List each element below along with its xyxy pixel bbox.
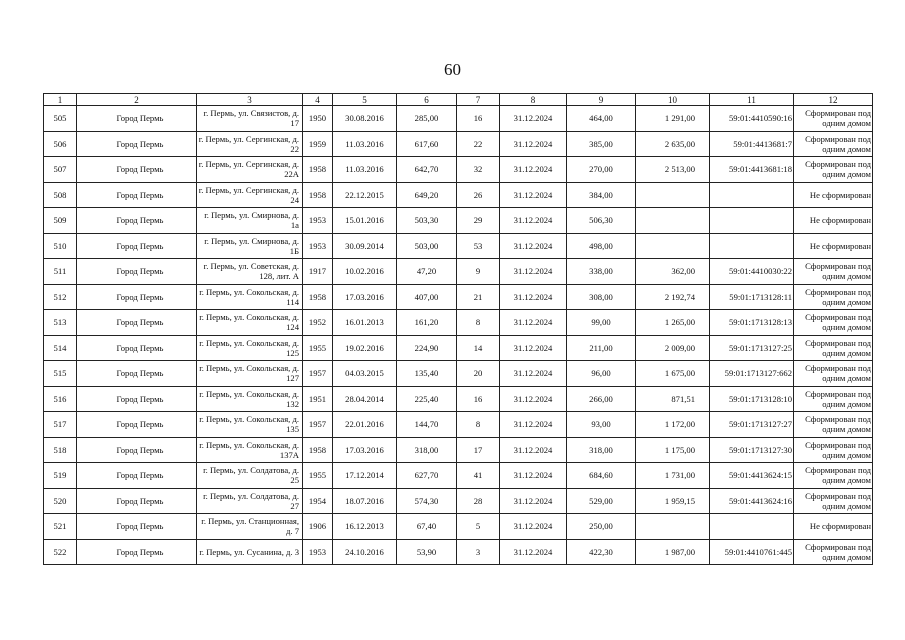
residents-cell: 29	[457, 208, 500, 234]
status-cell: Не сформирован	[794, 233, 873, 259]
build-year-cell: 1959	[303, 131, 333, 157]
cadastral-number-cell: 59:01:1713127:27	[710, 412, 794, 438]
date-cell: 30.09.2014	[333, 233, 397, 259]
municipality-cell: Город Пермь	[77, 310, 197, 336]
address-cell: г. Пермь, ул. Сокольская, д. 125	[197, 335, 303, 361]
municipality-cell: Город Пермь	[77, 488, 197, 514]
cost-cell: 1 172,00	[636, 412, 710, 438]
housing-table	[43, 93, 873, 565]
column-header-5: 5	[333, 94, 397, 106]
build-year-cell: 1955	[303, 463, 333, 489]
column-header-6: 6	[397, 94, 457, 106]
area-cell: 649,20	[397, 182, 457, 208]
municipality-cell: Город Пермь	[77, 361, 197, 387]
build-year-cell: 1917	[303, 259, 333, 285]
page-number: 60	[444, 60, 461, 79]
row-number-cell: 508	[44, 182, 77, 208]
municipality-cell: Город Пермь	[77, 335, 197, 361]
cadastral-number-cell: 59:01:4413681:18	[710, 157, 794, 183]
municipality-cell: Город Пермь	[77, 412, 197, 438]
residents-cell: 21	[457, 284, 500, 310]
area-cell: 642,70	[397, 157, 457, 183]
cost-cell: 2 635,00	[636, 131, 710, 157]
area-2-cell: 422,30	[567, 539, 636, 565]
deadline-cell: 31.12.2024	[500, 182, 567, 208]
cost-cell: 2 192,74	[636, 284, 710, 310]
deadline-cell: 31.12.2024	[500, 386, 567, 412]
status-cell: Сформирован под одним домом	[794, 488, 873, 514]
residents-cell: 14	[457, 335, 500, 361]
build-year-cell: 1958	[303, 182, 333, 208]
address-cell: г. Пермь, ул. Сергинская, д. 22	[197, 131, 303, 157]
row-number-cell: 510	[44, 233, 77, 259]
area-cell: 503,30	[397, 208, 457, 234]
cadastral-number-cell: 59:01:4413681:7	[710, 131, 794, 157]
address-cell: г. Пермь, ул. Солдатова, д. 25	[197, 463, 303, 489]
cost-cell: 1 731,00	[636, 463, 710, 489]
deadline-cell: 31.12.2024	[500, 131, 567, 157]
cadastral-number-cell: 59:01:1713128:11	[710, 284, 794, 310]
area-cell: 503,00	[397, 233, 457, 259]
table-row	[44, 361, 873, 387]
area-cell: 285,00	[397, 106, 457, 132]
table-row	[44, 463, 873, 489]
municipality-cell: Город Пермь	[77, 463, 197, 489]
date-cell: 15.01.2016	[333, 208, 397, 234]
municipality-cell: Город Пермь	[77, 284, 197, 310]
area-2-cell: 506,30	[567, 208, 636, 234]
residents-cell: 8	[457, 310, 500, 336]
column-header-9: 9	[567, 94, 636, 106]
cost-cell	[636, 233, 710, 259]
area-2-cell: 498,00	[567, 233, 636, 259]
build-year-cell: 1957	[303, 412, 333, 438]
cost-cell: 362,00	[636, 259, 710, 285]
build-year-cell: 1953	[303, 539, 333, 565]
area-2-cell: 464,00	[567, 106, 636, 132]
cadastral-number-cell: 59:01:1713127:662	[710, 361, 794, 387]
address-cell: г. Пермь, ул. Сокольская, д. 137А	[197, 437, 303, 463]
municipality-cell: Город Пермь	[77, 208, 197, 234]
area-2-cell: 529,00	[567, 488, 636, 514]
area-2-cell: 338,00	[567, 259, 636, 285]
column-header-10: 10	[636, 94, 710, 106]
date-cell: 24.10.2016	[333, 539, 397, 565]
cost-cell	[636, 182, 710, 208]
cost-cell: 1 175,00	[636, 437, 710, 463]
address-cell: г. Пермь, ул. Станционная, д. 7	[197, 514, 303, 540]
date-cell: 30.08.2016	[333, 106, 397, 132]
residents-cell: 20	[457, 361, 500, 387]
area-2-cell: 684,60	[567, 463, 636, 489]
cadastral-number-cell: 59:01:4413624:15	[710, 463, 794, 489]
date-cell: 17.12.2014	[333, 463, 397, 489]
date-cell: 19.02.2016	[333, 335, 397, 361]
date-cell: 16.01.2013	[333, 310, 397, 336]
status-cell: Сформирован под одним домом	[794, 157, 873, 183]
residents-cell: 22	[457, 131, 500, 157]
cadastral-number-cell: 59:01:4410590:16	[710, 106, 794, 132]
row-number-cell: 512	[44, 284, 77, 310]
area-2-cell: 384,00	[567, 182, 636, 208]
status-cell: Сформирован под одним домом	[794, 131, 873, 157]
area-cell: 224,90	[397, 335, 457, 361]
area-2-cell: 211,00	[567, 335, 636, 361]
municipality-cell: Город Пермь	[77, 157, 197, 183]
status-cell: Сформирован под одним домом	[794, 412, 873, 438]
address-cell: г. Пермь, ул. Сокольская, д. 127	[197, 361, 303, 387]
column-header-2: 2	[77, 94, 197, 106]
date-cell: 11.03.2016	[333, 131, 397, 157]
table-row	[44, 437, 873, 463]
area-cell: 135,40	[397, 361, 457, 387]
deadline-cell: 31.12.2024	[500, 208, 567, 234]
residents-cell: 16	[457, 386, 500, 412]
cadastral-number-cell: 59:01:1713128:13	[710, 310, 794, 336]
table-row	[44, 284, 873, 310]
deadline-cell: 31.12.2024	[500, 437, 567, 463]
area-cell: 627,70	[397, 463, 457, 489]
area-cell: 318,00	[397, 437, 457, 463]
build-year-cell: 1957	[303, 361, 333, 387]
residents-cell: 32	[457, 157, 500, 183]
status-cell: Не сформирован	[794, 182, 873, 208]
cost-cell: 1 675,00	[636, 361, 710, 387]
cadastral-number-cell	[710, 514, 794, 540]
municipality-cell: Город Пермь	[77, 106, 197, 132]
row-number-cell: 518	[44, 437, 77, 463]
area-2-cell: 93,00	[567, 412, 636, 438]
address-cell: г. Пермь, ул. Сергинская, д. 24	[197, 182, 303, 208]
cadastral-number-cell: 59:01:4410030:22	[710, 259, 794, 285]
status-cell: Сформирован под одним домом	[794, 463, 873, 489]
date-cell: 17.03.2016	[333, 437, 397, 463]
deadline-cell: 31.12.2024	[500, 106, 567, 132]
residents-cell: 8	[457, 412, 500, 438]
area-2-cell: 318,00	[567, 437, 636, 463]
status-cell: Не сформирован	[794, 514, 873, 540]
build-year-cell: 1952	[303, 310, 333, 336]
area-cell: 67,40	[397, 514, 457, 540]
table-row	[44, 182, 873, 208]
cost-cell: 1 265,00	[636, 310, 710, 336]
municipality-cell: Город Пермь	[77, 259, 197, 285]
cadastral-number-cell: 59:01:1713128:10	[710, 386, 794, 412]
cost-cell: 1 959,15	[636, 488, 710, 514]
cost-cell: 2 513,00	[636, 157, 710, 183]
status-cell: Сформирован под одним домом	[794, 361, 873, 387]
deadline-cell: 31.12.2024	[500, 361, 567, 387]
area-2-cell: 266,00	[567, 386, 636, 412]
row-number-cell: 516	[44, 386, 77, 412]
row-number-cell: 509	[44, 208, 77, 234]
row-number-cell: 522	[44, 539, 77, 565]
cadastral-number-cell: 59:01:4410761:445	[710, 539, 794, 565]
deadline-cell: 31.12.2024	[500, 259, 567, 285]
date-cell: 22.12.2015	[333, 182, 397, 208]
status-cell: Сформирован под одним домом	[794, 284, 873, 310]
row-number-cell: 519	[44, 463, 77, 489]
deadline-cell: 31.12.2024	[500, 463, 567, 489]
build-year-cell: 1951	[303, 386, 333, 412]
row-number-cell: 505	[44, 106, 77, 132]
row-number-cell: 511	[44, 259, 77, 285]
municipality-cell: Город Пермь	[77, 233, 197, 259]
cadastral-number-cell	[710, 208, 794, 234]
address-cell: г. Пермь, ул. Сокольская, д. 124	[197, 310, 303, 336]
row-number-cell: 521	[44, 514, 77, 540]
row-number-cell: 507	[44, 157, 77, 183]
area-cell: 407,00	[397, 284, 457, 310]
area-cell: 161,20	[397, 310, 457, 336]
build-year-cell: 1906	[303, 514, 333, 540]
deadline-cell: 31.12.2024	[500, 514, 567, 540]
address-cell: г. Пермь, ул. Сокольская, д. 132	[197, 386, 303, 412]
cadastral-number-cell: 59:01:4413624:16	[710, 488, 794, 514]
cadastral-number-cell	[710, 182, 794, 208]
address-cell: г. Пермь, ул. Сокольская, д. 114	[197, 284, 303, 310]
deadline-cell: 31.12.2024	[500, 412, 567, 438]
address-cell: г. Пермь, ул. Сусанина, д. 3	[197, 539, 303, 565]
date-cell: 18.07.2016	[333, 488, 397, 514]
municipality-cell: Город Пермь	[77, 437, 197, 463]
deadline-cell: 31.12.2024	[500, 284, 567, 310]
residents-cell: 17	[457, 437, 500, 463]
deadline-cell: 31.12.2024	[500, 310, 567, 336]
area-2-cell: 385,00	[567, 131, 636, 157]
row-number-cell: 520	[44, 488, 77, 514]
address-cell: г. Пермь, ул. Связистов, д. 17	[197, 106, 303, 132]
table-row	[44, 157, 873, 183]
deadline-cell: 31.12.2024	[500, 488, 567, 514]
build-year-cell: 1958	[303, 284, 333, 310]
row-number-cell: 513	[44, 310, 77, 336]
table-row	[44, 310, 873, 336]
cost-cell: 1 291,00	[636, 106, 710, 132]
residents-cell: 41	[457, 463, 500, 489]
residents-cell: 53	[457, 233, 500, 259]
residents-cell: 9	[457, 259, 500, 285]
table-row	[44, 488, 873, 514]
column-header-12: 12	[794, 94, 873, 106]
municipality-cell: Город Пермь	[77, 182, 197, 208]
residents-cell: 5	[457, 514, 500, 540]
date-cell: 04.03.2015	[333, 361, 397, 387]
area-2-cell: 250,00	[567, 514, 636, 540]
area-cell: 617,60	[397, 131, 457, 157]
build-year-cell: 1954	[303, 488, 333, 514]
area-cell: 53,90	[397, 539, 457, 565]
deadline-cell: 31.12.2024	[500, 233, 567, 259]
area-2-cell: 99,00	[567, 310, 636, 336]
build-year-cell: 1953	[303, 208, 333, 234]
status-cell: Сформирован под одним домом	[794, 335, 873, 361]
table-row	[44, 208, 873, 234]
area-cell: 144,70	[397, 412, 457, 438]
build-year-cell: 1950	[303, 106, 333, 132]
area-2-cell: 270,00	[567, 157, 636, 183]
cost-cell	[636, 208, 710, 234]
cost-cell: 871,51	[636, 386, 710, 412]
address-cell: г. Пермь, ул. Сокольская, д. 135	[197, 412, 303, 438]
residents-cell: 16	[457, 106, 500, 132]
date-cell: 16.12.2013	[333, 514, 397, 540]
row-number-cell: 515	[44, 361, 77, 387]
column-header-11: 11	[710, 94, 794, 106]
column-header-4: 4	[303, 94, 333, 106]
column-header-8: 8	[500, 94, 567, 106]
cost-cell: 1 987,00	[636, 539, 710, 565]
area-cell: 574,30	[397, 488, 457, 514]
table-row	[44, 386, 873, 412]
address-cell: г. Пермь, ул. Советская, д. 128, лит. А	[197, 259, 303, 285]
area-2-cell: 308,00	[567, 284, 636, 310]
header-row	[44, 94, 873, 106]
status-cell: Сформирован под одним домом	[794, 539, 873, 565]
cost-cell	[636, 514, 710, 540]
table-row	[44, 131, 873, 157]
row-number-cell: 514	[44, 335, 77, 361]
municipality-cell: Город Пермь	[77, 131, 197, 157]
status-cell: Сформирован под одним домом	[794, 386, 873, 412]
build-year-cell: 1953	[303, 233, 333, 259]
status-cell: Не сформирован	[794, 208, 873, 234]
date-cell: 11.03.2016	[333, 157, 397, 183]
municipality-cell: Город Пермь	[77, 514, 197, 540]
column-header-3: 3	[197, 94, 303, 106]
deadline-cell: 31.12.2024	[500, 157, 567, 183]
residents-cell: 3	[457, 539, 500, 565]
deadline-cell: 31.12.2024	[500, 539, 567, 565]
column-header-1: 1	[44, 94, 77, 106]
row-number-cell: 517	[44, 412, 77, 438]
build-year-cell: 1955	[303, 335, 333, 361]
date-cell: 28.04.2014	[333, 386, 397, 412]
row-number-cell: 506	[44, 131, 77, 157]
address-cell: г. Пермь, ул. Смирнова, д. 1Б	[197, 233, 303, 259]
address-cell: г. Пермь, ул. Смирнова, д. 1а	[197, 208, 303, 234]
date-cell: 22.01.2016	[333, 412, 397, 438]
build-year-cell: 1958	[303, 157, 333, 183]
table-row	[44, 335, 873, 361]
status-cell: Сформирован под одним домом	[794, 106, 873, 132]
date-cell: 10.02.2016	[333, 259, 397, 285]
status-cell: Сформирован под одним домом	[794, 310, 873, 336]
municipality-cell: Город Пермь	[77, 539, 197, 565]
cadastral-number-cell: 59:01:1713127:25	[710, 335, 794, 361]
status-cell: Сформирован под одним домом	[794, 437, 873, 463]
address-cell: г. Пермь, ул. Сергинская, д. 22А	[197, 157, 303, 183]
cadastral-number-cell: 59:01:1713127:30	[710, 437, 794, 463]
table-row	[44, 106, 873, 132]
table-row	[44, 514, 873, 540]
table-row	[44, 539, 873, 565]
column-header-7: 7	[457, 94, 500, 106]
build-year-cell: 1958	[303, 437, 333, 463]
address-cell: г. Пермь, ул. Солдатова, д. 27	[197, 488, 303, 514]
status-cell: Сформирован под одним домом	[794, 259, 873, 285]
municipality-cell: Город Пермь	[77, 386, 197, 412]
table-row	[44, 233, 873, 259]
residents-cell: 28	[457, 488, 500, 514]
cost-cell: 2 009,00	[636, 335, 710, 361]
deadline-cell: 31.12.2024	[500, 335, 567, 361]
area-cell: 225,40	[397, 386, 457, 412]
table-row	[44, 259, 873, 285]
table-row	[44, 412, 873, 438]
area-2-cell: 96,00	[567, 361, 636, 387]
cadastral-number-cell	[710, 233, 794, 259]
date-cell: 17.03.2016	[333, 284, 397, 310]
area-cell: 47,20	[397, 259, 457, 285]
residents-cell: 26	[457, 182, 500, 208]
